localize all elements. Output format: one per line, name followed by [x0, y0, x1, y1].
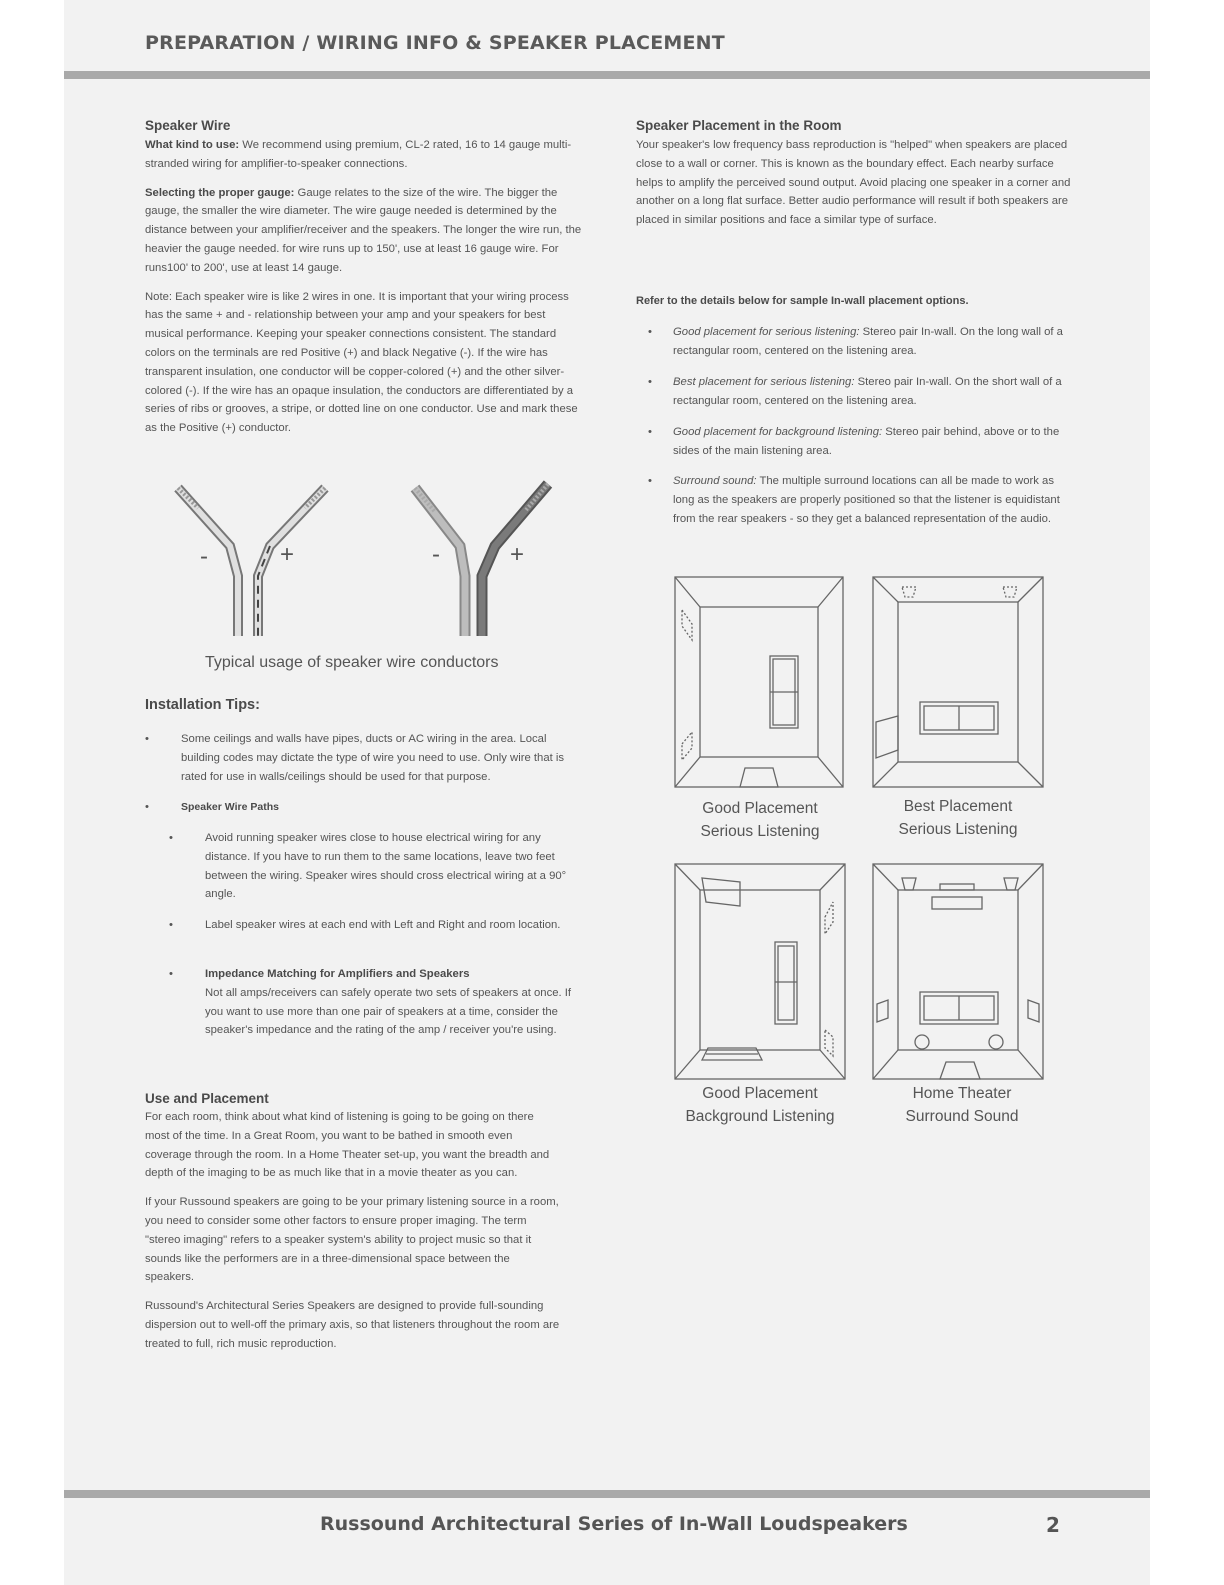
gauge-text: Gauge relates to the size of the wire. The bigger the gauge, the smaller the wire diameter. The wire gauge needed is determined by the distance between your amplifier/receiver and the speakers. The longer the wire run, the heavier the gauge needed. for wire runs up to 150', use at least 16 gauge wire. For runs100' to 200', use at least 14 gauge. [145, 186, 582, 274]
caption-line-2: Serious Listening [700, 823, 820, 840]
sub-tip-avoid [169, 829, 575, 904]
option-good-serious [648, 323, 1073, 361]
room-best-serious-caption [848, 795, 1068, 841]
bullet-dot: • [648, 326, 652, 338]
placement-heading: Speaker Placement in the Room [636, 118, 842, 133]
use-paragraph-3: Russound's Architectural Series Speakers are designed to provide full-sounding dispersion out to well-off the primary axis, so that listeners throughout the room are treated to full, rich music reproduction. [145, 1300, 560, 1350]
option-surround-label: Surround sound: [673, 475, 757, 487]
minus-sign-left: - [200, 543, 208, 570]
bullet-dot: • [648, 426, 652, 438]
option-best-serious-text: Stereo pair In-wall. On the short wall of a rectangular room, centered on the listening area. [673, 376, 1062, 407]
option-background-label: Good placement for background listening: [673, 426, 883, 438]
option-background [648, 423, 1073, 461]
caption-line-1: Good Placement [702, 800, 818, 817]
caption-line-1: Home Theater [912, 1085, 1012, 1102]
use-paragraph-2: If your Russound speakers are going to be your primary listening source in a room, you need to consider some other factors to ensure proper imaging. The term "stereo imaging" refers to a speaker system's ability to project music so that it sounds like the performers are in a three-dimensional space between the speakers. [145, 1196, 559, 1284]
use-placement-section [145, 1089, 560, 1364]
refer-text: Refer to the details below for sample In-wall placement options. [636, 295, 969, 307]
caption-line-2: Surround Sound [905, 1108, 1019, 1125]
installation-tips-heading: Installation Tips: [145, 697, 260, 713]
bullet-dot: • [169, 968, 173, 980]
gauge-label: Selecting the proper gauge: [145, 186, 295, 199]
plus-sign-right: + [510, 541, 525, 568]
right-column [636, 116, 1076, 240]
room-good-background-diagram [675, 864, 845, 1079]
page-title: PREPARATION / WIRING INFO & SPEAKER PLACEMENT [145, 32, 725, 54]
option-good-serious-label: Good placement for serious listening: [673, 326, 860, 338]
what-kind-label: What kind to use: [145, 139, 240, 151]
what-kind-text: We recommend using premium, CL-2 rated, 16 to 14 gauge multi-stranded wiring for amplifier-to-speaker connections. [145, 139, 572, 170]
page-number: 2 [1046, 1513, 1060, 1537]
speaker-wire-heading: Speaker Wire [145, 118, 231, 133]
wire-paths-heading: Speaker Wire Paths [181, 801, 279, 813]
room-home-theater-caption [852, 1082, 1072, 1128]
footer-rule [64, 1490, 1150, 1498]
bullet-dot: • [169, 919, 173, 931]
caption-line-1: Good Placement [702, 1085, 818, 1102]
option-best-serious [648, 373, 1073, 411]
caption-line-2: Background Listening [685, 1108, 835, 1125]
placement-paragraph: Your speaker's low frequency bass reproduction is "helped" when speakers are placed close to a wall or corner. This is known as the boundary effect. Each nearby surface helps to amplify the perceived sound output. Avoid placing one speaker in a corner and another on a long flat surface. Better audio performance will result if both speakers are placed in similar positions and face a similar type of surface. [636, 139, 1071, 227]
bullet-dot: • [145, 801, 149, 813]
room-good-serious-caption [650, 797, 870, 843]
refer-line [636, 292, 1076, 311]
caption-line-1: Best Placement [903, 798, 1013, 815]
sub-tip-impedance [169, 965, 575, 1040]
impedance-heading: Impedance Matching for Amplifiers and Speakers [205, 968, 470, 980]
what-kind-paragraph [145, 136, 585, 174]
option-surround [648, 472, 1073, 528]
use-paragraph-1: For each room, think about what kind of listening is going to be going on there most of the time. In a Great Room, you want to be bathed in smooth even coverage through the room. In a Home Theater set-up, you want the breadth and depth of the imaging to be as much like that in a movie theater as you can. [145, 1111, 550, 1180]
option-surround-text: The multiple surround locations can all be made to work as long as the speakers are properly positioned so that the listener is equidistant from the rear speakers - so they get a balanced representation of the audio. [673, 475, 1060, 525]
tip-wire-paths [145, 798, 581, 817]
room-best-serious-diagram [873, 577, 1043, 787]
tip-ceilings [145, 730, 581, 786]
plus-sign-left: + [280, 541, 295, 568]
option-best-serious-label: Best placement for serious listening: [673, 376, 855, 388]
tip-ceilings-text: Some ceilings and walls have pipes, ducts or AC wiring in the area. Local building codes may dictate the type of wire you need to use. Only wire that is rated for use in walls/ceilings should be used for that purpose. [181, 733, 565, 783]
speaker-wire-illustration [160, 476, 580, 646]
bullet-dot: • [648, 475, 652, 487]
caption-line-2: Serious Listening [898, 821, 1018, 838]
gauge-paragraph [145, 184, 585, 278]
footer-title: Russound Architectural Series of In-Wall Loudspeakers [320, 1513, 908, 1535]
wire-caption: Typical usage of speaker wire conductors [205, 654, 499, 671]
room-good-background-caption [650, 1082, 870, 1128]
sub-tip-label-text: Label speaker wires at each end with Left and Right and room location. [205, 919, 561, 931]
room-good-serious-diagram [675, 577, 843, 787]
minus-sign-right: - [432, 541, 440, 568]
bullet-dot: • [169, 832, 173, 844]
left-column [145, 116, 585, 448]
header-rule [64, 71, 1150, 79]
bullet-dot: • [648, 376, 652, 388]
bullet-dot: • [145, 733, 149, 745]
impedance-text: Not all amps/receivers can safely operate two sets of speakers at once. If you want to use more than one pair of speakers at a time, consider the speaker's impedance and the rating of the amp / receiver you're using. [205, 986, 572, 1037]
option-good-serious-text: Stereo pair In-wall. On the long wall of a rectangular room, centered on the listening area. [673, 326, 1063, 357]
use-placement-heading: Use and Placement [145, 1091, 269, 1106]
option-background-text: Stereo pair behind, above or to the sides of the main listening area. [673, 426, 1060, 457]
sub-tip-label [169, 916, 575, 935]
room-home-theater-diagram [873, 864, 1043, 1079]
sub-tip-avoid-text: Avoid running speaker wires close to house electrical wiring for any distance. If you have to run them to the same locations, leave two feet between the wiring. Speaker wires should cross electrical wiring at a 90° angle. [205, 832, 567, 901]
note-paragraph: Note: Each speaker wire is like 2 wires in one. It is important that your wiring process has the same + and - relationship between your amp and your speakers for best musical performance. Keeping your speaker connections consistent. The standard colors on the terminals are red Positive (+) and black Negative (-). If the wire has transparent insulation, one conductor will be copper-colored (+) and the other silver-colored (-). If the wire has an opaque insulation, the conductors are differentiated by a series of ribs or grooves, a stripe, or dotted line on one conductor. Use and mark these as the Positive (+) conductor. [145, 290, 578, 435]
